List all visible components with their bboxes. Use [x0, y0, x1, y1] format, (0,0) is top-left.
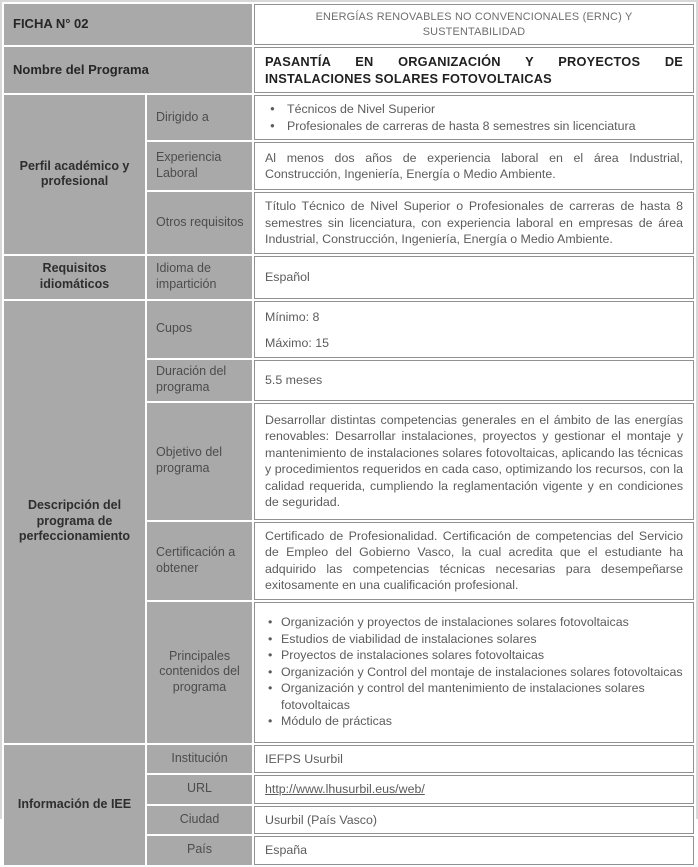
dirigido-list	[265, 101, 683, 134]
list-item: ● Técnicos de Nivel Superior	[265, 101, 683, 118]
list-item: • Estudios de viabilidad de instalaciones solares	[265, 631, 683, 648]
duracion-programa-value: 5.5 meses	[254, 360, 694, 401]
dirigido-a-value	[254, 95, 694, 140]
ficha-table	[2, 2, 696, 867]
ciudad-value: Usurbil (País Vasco)	[254, 806, 694, 835]
objetivo-programa-label: Objetivo del programa	[147, 403, 252, 520]
principales-contenidos-value	[254, 602, 694, 743]
ficha-category-value: ENERGÍAS RENOVABLES NO CONVENCIONALES (ERNC) Y SUSTENTABILIDAD	[254, 4, 694, 45]
principales-contenidos-label: Principales contenidos del programa	[147, 602, 252, 743]
list-item: • Organización y Control del montaje de instalaciones solares fotovoltaicas	[265, 664, 683, 681]
experiencia-laboral-label: Experiencia Laboral	[147, 142, 252, 190]
section-requisitos-idiomaticos: Requisitos idiomáticos	[4, 256, 145, 299]
table-row-institucion	[4, 745, 694, 774]
table-row-ficha	[4, 4, 694, 45]
idioma-imparticion-value: Español	[254, 256, 694, 299]
url-label: URL	[147, 775, 252, 804]
otros-requisitos-label: Otros requisitos	[147, 192, 252, 254]
institucion-value: IEFPS Usurbil	[254, 745, 694, 774]
list-item: • Organización y proyectos de instalaciones solares fotovoltaicas	[265, 614, 683, 631]
contenidos-list	[265, 614, 683, 730]
cupos-minimo: Mínimo: 8	[265, 309, 320, 324]
pais-label: País	[147, 836, 252, 865]
section-informacion-iee: Información de IEE	[4, 745, 145, 865]
table-row-idioma	[4, 256, 694, 299]
cupos-label: Cupos	[147, 301, 252, 358]
pais-value: España	[254, 836, 694, 865]
table-row-dirigido	[4, 95, 694, 140]
ficha-number-label: FICHA N° 02	[4, 4, 252, 45]
list-item: ● Profesionales de carreras de hasta 8 semestres sin licenciatura	[265, 118, 683, 135]
experiencia-laboral-value: Al menos dos años de experiencia laboral en el área Industrial, Construcción, Ingeniería, Energía o Medio Ambiente.	[254, 142, 694, 190]
program-name-value: PASANTÍA EN ORGANIZACIÓN Y PROYECTOS DE INSTALACIONES SOLARES FOTOVOLTAICAS	[254, 47, 694, 93]
list-item: • Organización y control del mantenimiento de instalaciones solares fotovoltaicas	[265, 680, 683, 713]
list-item: • Proyectos de instalaciones solares fotovoltaicas	[265, 647, 683, 664]
otros-requisitos-value: Título Técnico de Nivel Superior o Profesionales de carreras de hasta 8 semestres sin licenciatura, con experiencia laboral en empresas de área Industrial, Construcción, Ingeniería, Energía o Medio Ambiente.	[254, 192, 694, 254]
institution-url-link[interactable]: http://www.lhusurbil.eus/web/	[265, 782, 425, 797]
duracion-programa-label: Duración del programa	[147, 360, 252, 401]
table-row-cupos	[4, 301, 694, 358]
certificacion-obtener-value: Certificado de Profesionalidad. Certificación de competencias del Servicio de Empleo del Gobierno Vasco, la cual acredita que el estudiante ha adquirido las competencias técnicas necesarias para desempeñarse exitosamente en una cualificación profesional.	[254, 522, 694, 600]
section-perfil-academico: Perfil académico y profesional	[4, 95, 145, 254]
objetivo-programa-value: Desarrollar distintas competencias generales en el ámbito de las energías renovables: Desarrollar instalaciones, proyectos y gestionar el montaje y mantenimiento de instalaciones solares fotovoltaicas, aplicando las técnicas y procedimientos requeridos en cada caso, optimizando los recursos, con la calidad requerida, cumpliendo la reglamentación vigente y en condiciones de seguridad.	[254, 403, 694, 520]
section-descripcion-programa: Descripción del programa de perfeccionamiento	[4, 301, 145, 743]
institucion-label: Institución	[147, 745, 252, 774]
cupos-maximo: Máximo: 15	[265, 336, 330, 351]
url-value	[254, 775, 694, 804]
certificacion-obtener-label: Certificación a obtener	[147, 522, 252, 600]
list-item: • Módulo de prácticas	[265, 713, 683, 730]
ciudad-label: Ciudad	[147, 806, 252, 835]
dirigido-a-label: Dirigido a	[147, 95, 252, 140]
idioma-imparticion-label: Idioma de impartición	[147, 256, 252, 299]
table-row-program-name	[4, 47, 694, 93]
program-name-label: Nombre del Programa	[4, 47, 252, 93]
cupos-value	[254, 301, 694, 358]
